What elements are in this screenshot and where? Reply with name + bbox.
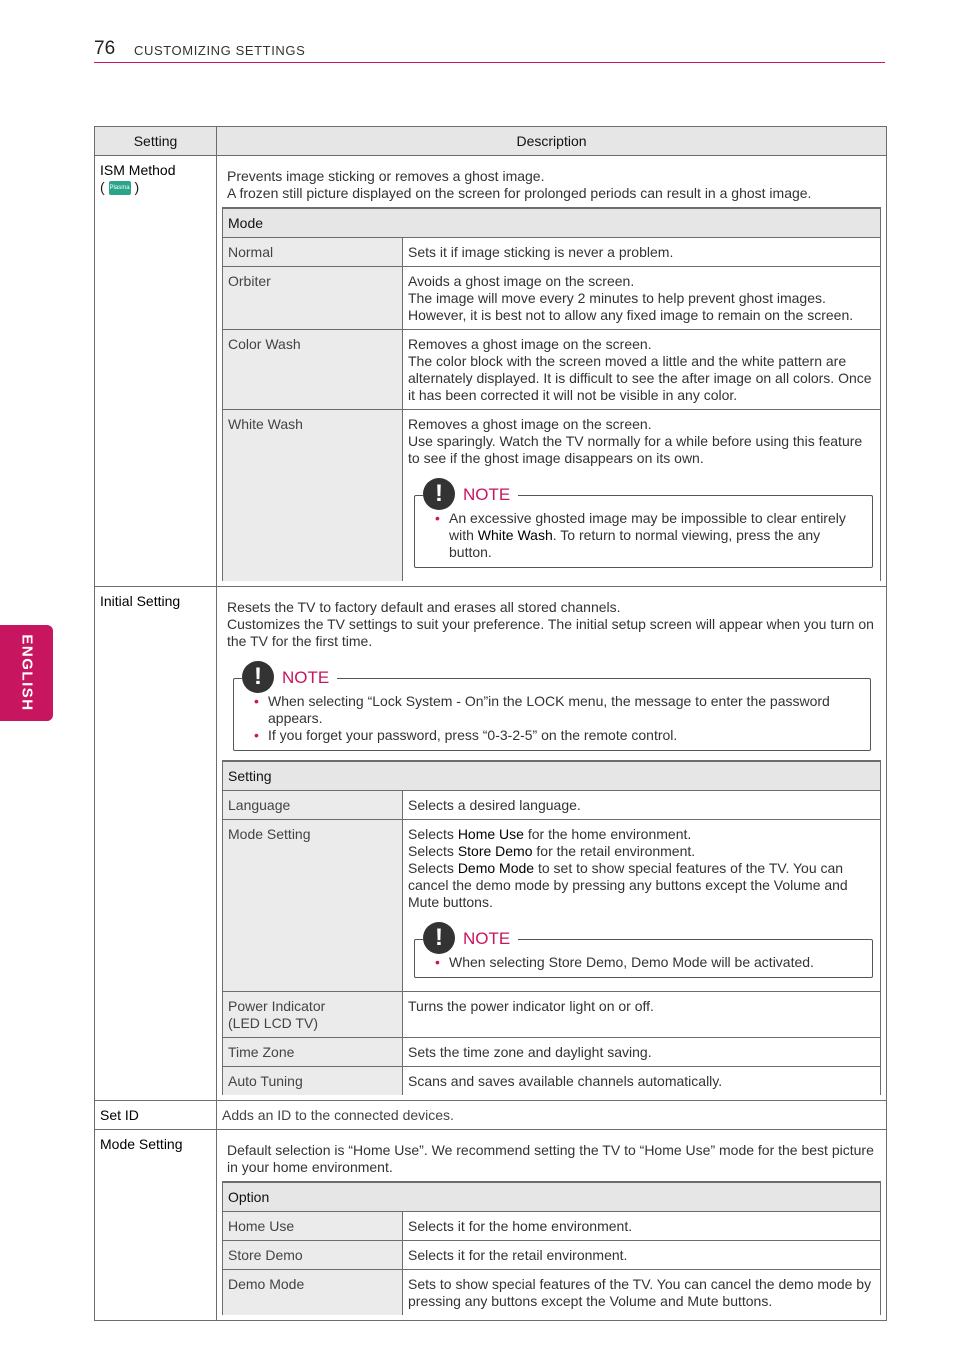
description-cell — [217, 1130, 887, 1321]
note-box: ! NOTE • When selecting Store Demo, Demo Mode will be activated. — [414, 939, 873, 978]
note-item: • When selecting Store Demo, Demo Mode will be activated. — [449, 954, 866, 971]
side-tab-label: ENGLISH — [18, 634, 35, 712]
subtable-row: Color Wash Removes a ghost image on the screen. The color block with the screen moved a little and the white pattern are alternately displayed. It is difficult to see the after image on all colors. Once it has been corrected it will not be visible in any color. — [223, 330, 881, 410]
table-header-row — [95, 127, 887, 156]
setting-name-cell — [95, 587, 217, 1101]
note-box: ! NOTE • An excessive ghosted image may be impossible to clear entirely with White Wash. To return to normal viewing, press the any button. — [414, 495, 873, 568]
page-number: 76 — [94, 38, 116, 59]
subtable-row: Power Indicator (LED LCD TV) Turns the power indicator light on or off. — [223, 992, 881, 1038]
subtable-row: Demo Mode Sets to show special features of the TV. You can cancel the demo mode by pressing any buttons except the Volume and Mute buttons. — [223, 1270, 881, 1316]
language-side-tab — [0, 625, 53, 721]
plasma-tv-icon: Plasma — [109, 181, 131, 195]
setting-name-cell — [95, 156, 217, 587]
note-item: • An excessive ghosted image may be impossible to clear entirely with White Wash. To return to normal viewing, press the any button. — [449, 510, 866, 561]
table-row — [95, 587, 887, 1101]
setting-name: ISM Method — [100, 162, 176, 178]
setting-name-cell — [95, 1101, 217, 1130]
description-cell — [217, 156, 887, 587]
setting-name: Initial Setting — [100, 593, 181, 609]
section-title: CUSTOMIZING SETTINGS — [134, 43, 306, 58]
subtable-heading: Option — [223, 1183, 881, 1212]
exclamation-icon: ! — [423, 478, 455, 510]
description-text: Resets the TV to factory default and erases all stored channels. Customizes the TV settings to suit your preference. The initial setup screen will appear when you turn on the TV for the first time. ! NOTE • When selecting “Lock System - On”in the LOCK menu, the message to enter the password appears. • If you forget your password, press “0-3-2-5” on the remote control. — [222, 593, 881, 761]
subtable-row: Language Selects a desired language. — [223, 791, 881, 820]
settings-table — [94, 126, 887, 1321]
setting-name-cell — [95, 1130, 217, 1321]
plasma-icon-wrap: ( Plasma ) — [100, 179, 140, 195]
table-row — [95, 156, 887, 587]
subtable-row: Normal Sets it if image sticking is never a problem. — [223, 238, 881, 267]
subtable-row: Time Zone Sets the time zone and daylight saving. — [223, 1038, 881, 1067]
subtable-row: White Wash Removes a ghost image on the screen. Use sparingly. Watch the TV normally for a while before using this feature to see if the ghost image disappears on its own. ! NOTE • An excessive ghosted image may be impossible to clear entirely with White Wash. To return to normal viewing, press the any button. — [223, 410, 881, 582]
subtable-heading: Setting — [223, 762, 881, 791]
subtable-row: Home Use Selects it for the home environment. — [223, 1212, 881, 1241]
subtable-row: Orbiter Avoids a ghost image on the screen. The image will move every 2 minutes to help prevent ghost images. However, it is best not to allow any fixed image to remain on the screen. — [223, 267, 881, 330]
subtable-row: Auto Tuning Scans and saves available channels automatically. — [223, 1067, 881, 1096]
col-header-description: Description — [217, 127, 887, 156]
description-cell — [217, 587, 887, 1101]
setting-name: Mode Setting — [100, 1136, 183, 1152]
description-text: Default selection is “Home Use”. We recommend setting the TV to “Home Use” mode for the best picture in your home environment. — [222, 1136, 881, 1182]
col-header-setting: Setting — [95, 127, 217, 156]
page-header — [94, 36, 885, 63]
setting-name: Set ID — [100, 1107, 139, 1123]
note-box: ! NOTE • When selecting “Lock System - On”in the LOCK menu, the message to enter the password appears. • If you forget your password, press “0-3-2-5” on the remote control. — [233, 678, 871, 751]
mode-subtable — [222, 208, 881, 581]
note-item: • If you forget your password, press “0-3-2-5” on the remote control. — [268, 727, 864, 744]
description-text: Prevents image sticking or removes a ghost image. A frozen still picture displayed on the screen for prolonged periods can result in a ghost image. — [222, 162, 881, 208]
subtable-row: Mode Setting Selects Home Use for the home environment. Selects Store Demo for the retail environment. Selects Demo Mode to set to show special features of the TV. You can cancel the demo mode by pressing any buttons except the Volume and Mute buttons. ! NOTE • When selecting Store Demo, Demo Mode will be activated. — [223, 820, 881, 992]
table-row — [95, 1101, 887, 1130]
option-subtable — [222, 1182, 881, 1315]
subtable-heading: Mode — [223, 209, 881, 238]
subtable-row: Store Demo Selects it for the retail environment. — [223, 1241, 881, 1270]
exclamation-icon: ! — [242, 661, 274, 693]
setting-subtable — [222, 761, 881, 1095]
description-cell: Adds an ID to the connected devices. — [217, 1101, 887, 1130]
note-item: • When selecting “Lock System - On”in the LOCK menu, the message to enter the password appears. — [268, 693, 864, 727]
exclamation-icon: ! — [423, 922, 455, 954]
table-row — [95, 1130, 887, 1321]
